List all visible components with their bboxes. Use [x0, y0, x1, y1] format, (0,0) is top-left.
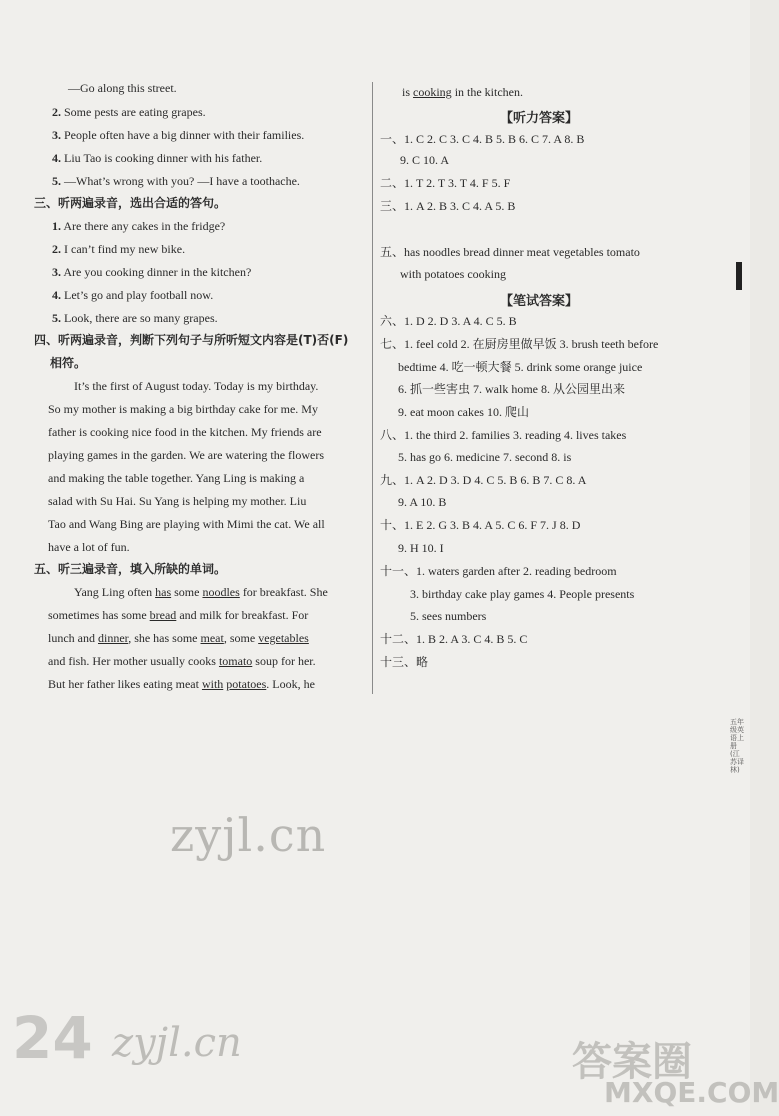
watermark-logo: zyjl.cn	[112, 1020, 242, 1066]
section-heading-cont: 相符。	[50, 356, 87, 370]
answer-line: 十二、1. B 2. A 3. C 4. B 5. C	[380, 632, 528, 646]
passage-line: and fish. Her mother usually cooks tomato soup for her.	[48, 654, 316, 668]
answer-line: 5. has go 6. medicine 7. second 8. is	[398, 450, 572, 464]
answer-line: 五、has noodles bread dinner meat vegetables tomato	[380, 245, 640, 259]
answer-line: 9. H 10. I	[398, 541, 444, 555]
watermark-logo: MXQE.COM	[604, 1076, 779, 1109]
passage-line: lunch and dinner, she has some meat, some vegetables	[48, 631, 309, 645]
question-item: 5. Look, there are so many grapes.	[52, 311, 218, 325]
answer-line: 9. C 10. A	[400, 153, 450, 167]
side-book-title: 五年级英语上册(江苏译林)	[730, 718, 744, 774]
question-item: 2. I can’t find my new bike.	[52, 242, 186, 256]
watermark-logo: zyjl.cn	[170, 808, 327, 862]
answer-line: 5. sees numbers	[410, 609, 487, 623]
section-heading: 四、听两遍录音，判断下列句子与所听短文内容是(T)否(F)	[34, 333, 349, 347]
answer-line: 八、1. the third 2. families 3. reading 4. lives takes	[380, 428, 627, 442]
written-answers-title: 【笔试答案】	[500, 294, 579, 309]
page-number: 24	[12, 1004, 93, 1072]
answer-line: 十、1. E 2. G 3. B 4. A 5. C 6. F 7. J 8. D	[380, 518, 581, 532]
passage-line: But her father likes eating meat with potatoes. Look, he	[48, 677, 315, 691]
sentence-line: 4. Liu Tao is cooking dinner with his father.	[52, 151, 263, 165]
answer-line: 二、1. T 2. T 3. T 4. F 5. F	[380, 176, 511, 190]
passage-line: have a lot of fun.	[48, 540, 130, 554]
passage-line: playing games in the garden. We are watering the flowers	[48, 448, 325, 462]
answer-line: 六、1. D 2. D 3. A 4. C 5. B	[380, 314, 517, 328]
sentence-line: 3. People often have a big dinner with their families.	[52, 128, 305, 142]
answer-line: 十一、1. waters garden after 2. reading bedroom	[380, 564, 617, 578]
sentence-line: —Go along this street.	[68, 81, 177, 95]
answer-line: 9. eat moon cakes 10. 爬山	[398, 405, 529, 419]
passage-line: father is cooking nice food in the kitchen. My friends are	[48, 425, 322, 439]
answer-line: bedtime 4. 吃一顿大餐 5. drink some orange juice	[398, 360, 643, 374]
watermark-logo: 答案圈	[572, 1039, 692, 1085]
answer-line: 3. birthday cake play games 4. People presents	[410, 587, 635, 601]
passage-line: salad with Su Hai. Su Yang is helping my mother. Liu	[48, 494, 307, 508]
listening-answers-title: 【听力答案】	[500, 111, 579, 126]
sentence-line: 2. Some pests are eating grapes.	[52, 105, 206, 119]
passage-line: Tao and Wang Bing are playing with Mimi the cat. We all	[48, 517, 325, 531]
answer-line: is cooking in the kitchen.	[402, 85, 524, 99]
sentence-line: 5. —What’s wrong with you? —I have a toothache.	[52, 174, 300, 188]
question-item: 3. Are you cooking dinner in the kitchen?	[52, 265, 252, 279]
passage-line: So my mother is making a big birthday cake for me. My	[48, 402, 318, 416]
section-heading: 三、听两遍录音，选出合适的答句。	[34, 196, 227, 210]
passage-line: Yang Ling often has some noodles for breakfast. She	[74, 585, 328, 599]
question-item: 1. Are there any cakes in the fridge?	[52, 219, 226, 233]
edge-tab-marker	[736, 262, 742, 290]
section-heading: 五、听三遍录音，填入所缺的单词。	[34, 562, 227, 576]
answer-line: 一、1. C 2. C 3. C 4. B 5. B 6. C 7. A 8. B	[380, 132, 585, 146]
answer-line: 6. 抓一些害虫 7. walk home 8. 从公园里出来	[398, 382, 625, 396]
answer-line: 三、1. A 2. B 3. C 4. A 5. B	[380, 199, 516, 213]
question-item: 4. Let’s go and play football now.	[52, 288, 214, 302]
answer-line: 9. A 10. B	[398, 495, 447, 509]
answer-line: 十三、略	[380, 655, 429, 669]
answer-line: 九、1. A 2. D 3. D 4. C 5. B 6. B 7. C 8. A	[380, 473, 587, 487]
passage-line: It’s the first of August today. Today is my birthday.	[74, 379, 319, 393]
passage-line: and making the table together. Yang Ling is making a	[48, 471, 305, 485]
column-divider	[372, 82, 373, 694]
passage-line: sometimes has some bread and milk for breakfast. For	[48, 608, 309, 622]
answer-line: with potatoes cooking	[400, 267, 506, 281]
answer-line: 七、1. feel cold 2. 在厨房里做早饭 3. brush teeth before	[380, 337, 659, 351]
